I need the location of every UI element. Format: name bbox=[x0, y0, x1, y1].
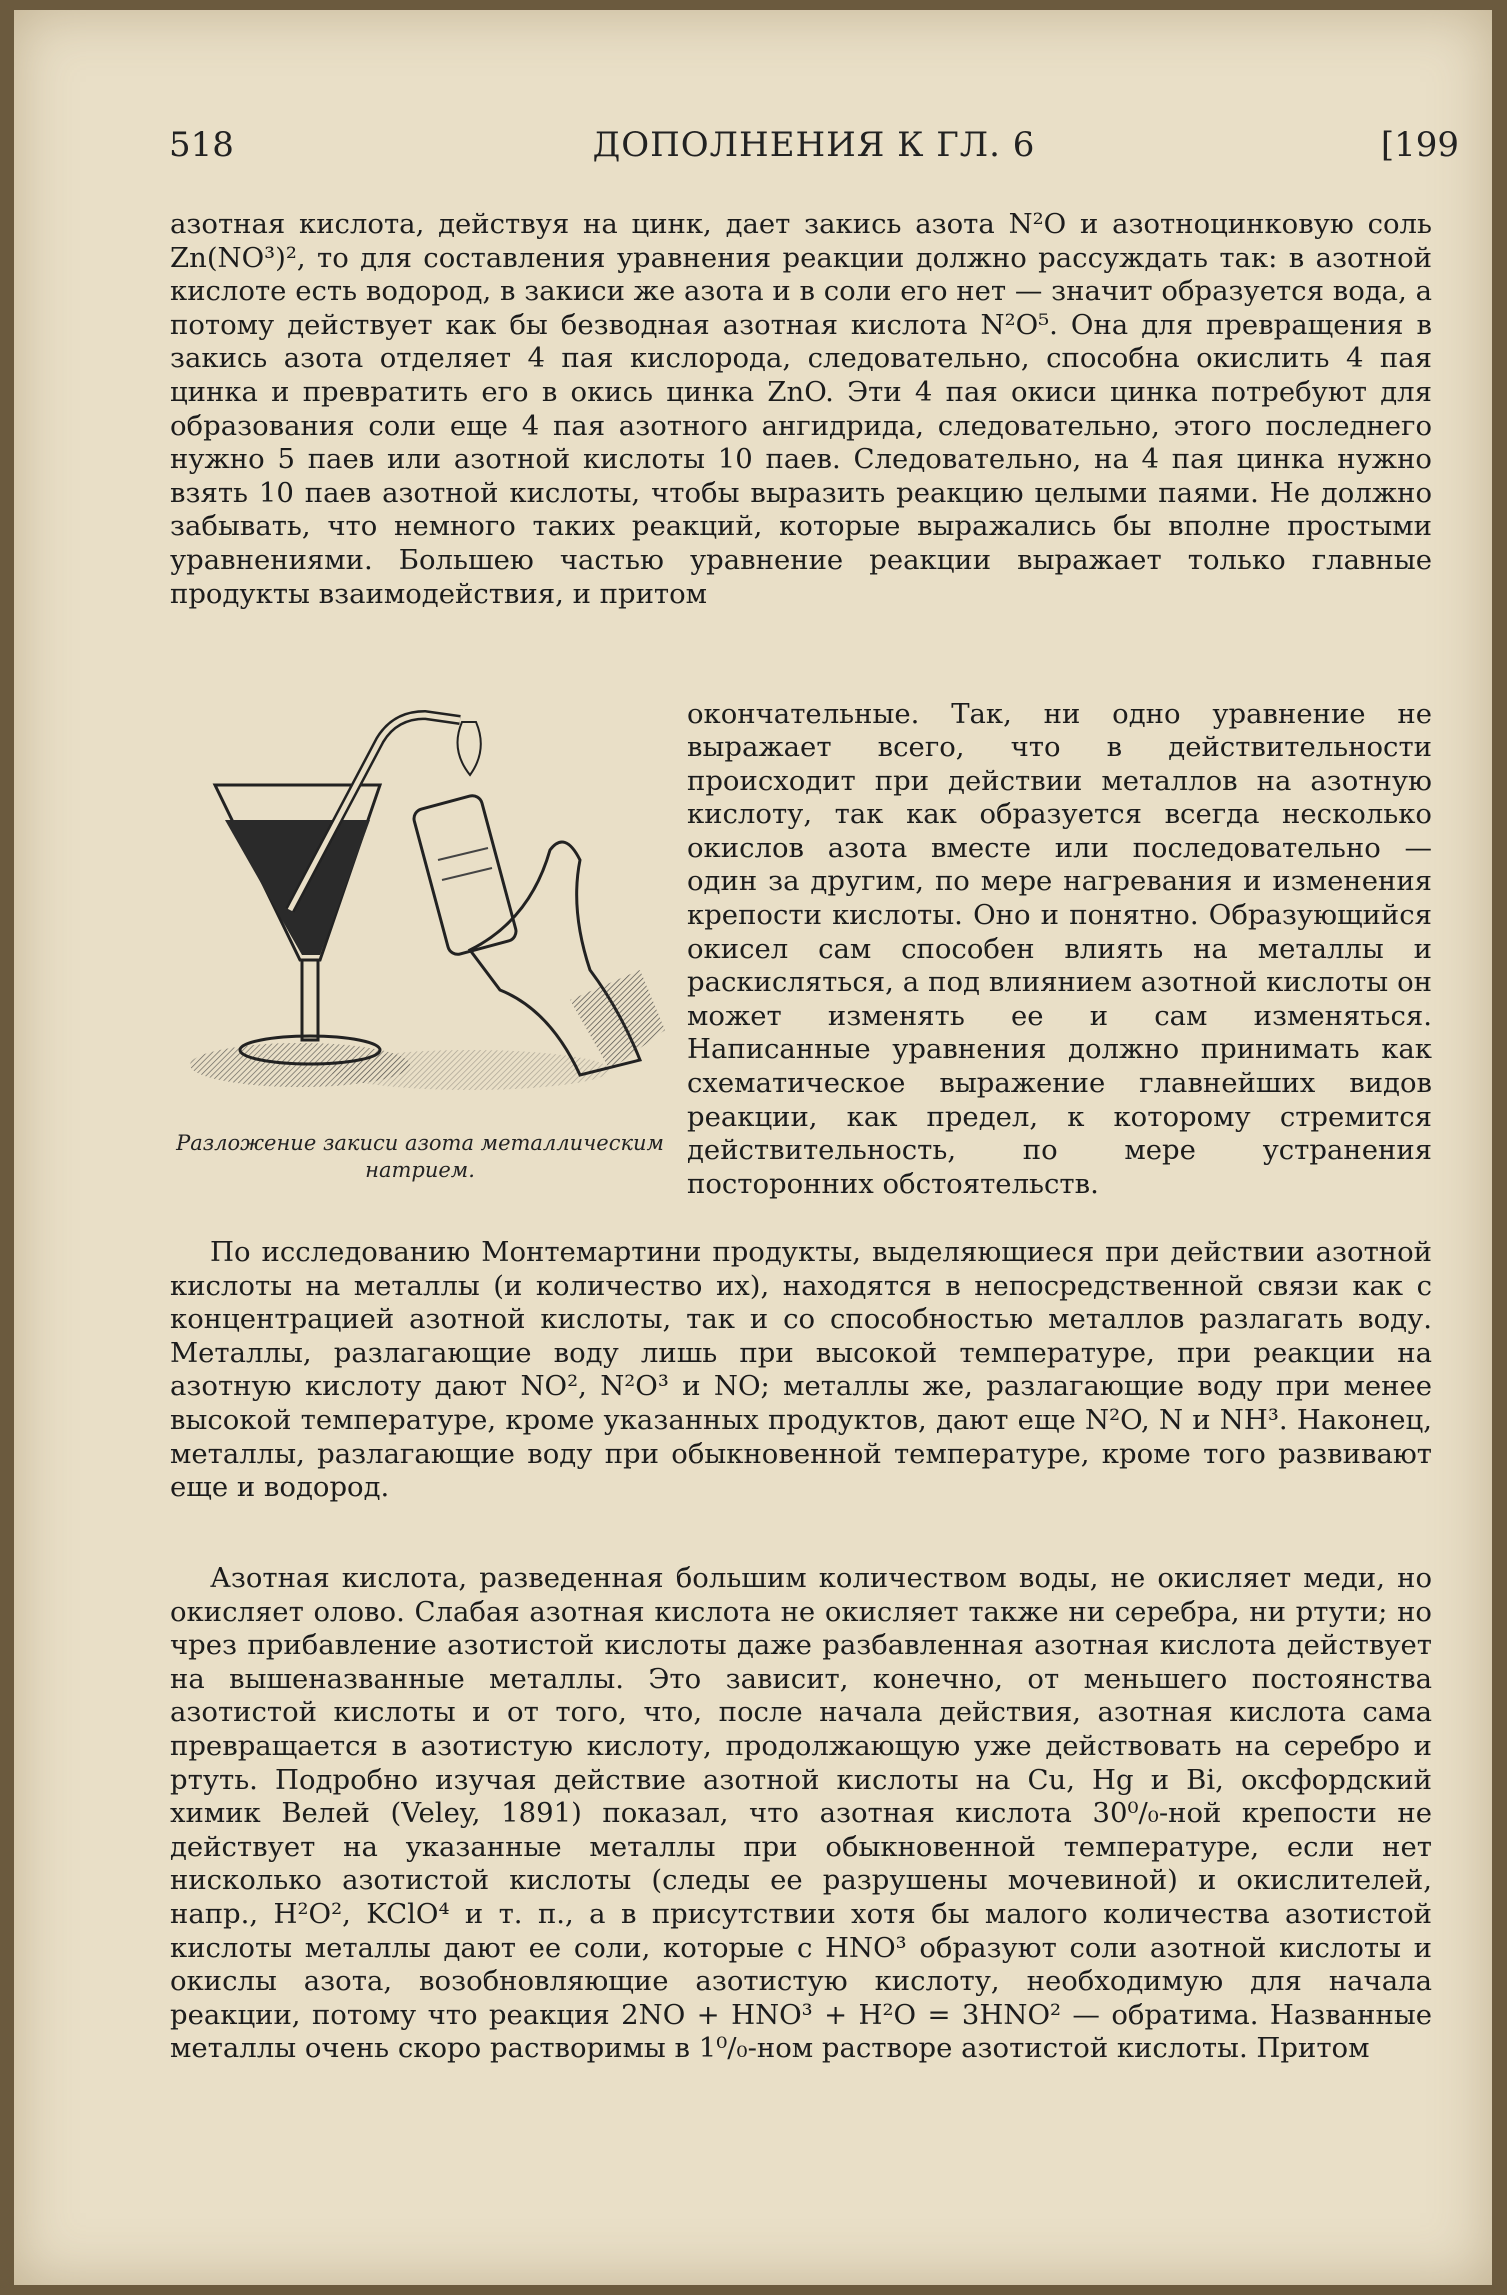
figure-caption: Разложение закиси азота металлическим натрием. bbox=[176, 1131, 664, 1182]
paragraph-2-text: окончательные. Так, ни одно уравнение не выражает всего, что в действительности происходит при действии металлов на азотную кислоту, так как образуется всегда несколько окислов азота вместе или последовательно — один за другим, по мере нагревания и изменения крепости кислоты. Оно и понятно. Образующийся окисел сам способен влиять на металлы и раскисляться, а под влиянием азотной кислоты он может изменять ее и сам изменяться. Написанные уравнения должно принимать как схематическое выражение главнейших видов реакции, как предел, к которому стремится действительность, по мере устранения посторонних обстоятельств. bbox=[687, 697, 1432, 1200]
figure-illustration bbox=[170, 670, 670, 1120]
page-header bbox=[169, 125, 1459, 185]
paragraph-3-text: По исследованию Монтемартини продукты, выделяющиеся при действии азотной кислоты на металлы (и количество их), находятся в непосредственной связи как с концентрацией азотной кислоты, так и со способностью металлов разлагать воду. Металлы, разлагающие воду лишь при высокой температуре, при реакции на азотную кислоту дают NO², N²O³ и NO; металлы же, разлагающие воду при менее высокой температуре, кроме указанных продуктов, дают еще N²O, N и NH³. Наконец, металлы, разлагающие воду при обыкновенной температуре, кроме того развивают еще и водород. bbox=[170, 1236, 1432, 1504]
paragraph-3 bbox=[170, 1236, 1432, 1505]
section-reference: [199 bbox=[1380, 125, 1459, 165]
paragraph-2 bbox=[687, 670, 1432, 1229]
paragraph-1-text: азотная кислота, действуя на цинк, дает закись азота N²O и азотноцинковую соль Zn(NO³)², то для составления уравнения реакции должно рассуждать так: в азотной кислоте есть водород, в закиси же азота и в соли его нет — значит образуется вода, а потому действует как бы безводная азотная кислота N²O⁵. Она для превращения в закись азота отделяет 4 пая кислорода, следовательно, способна окислить 4 пая цинка и превратить его в окись цинка ZnO. Эти 4 пая окиси цинка потребуют для образования соли еще 4 пая азотного ангидрида, следовательно, этого последнего нужно 5 паев или азотной кислоты 10 паев. Следовательно, на 4 пая цинка нужно взять 10 паев азотной кислоты, чтобы выразить реакцию целыми паями. Не должно забывать, что немного таких реакций, которые выражались бы вполне простыми уравнениями. Большею частью уравнение реакции выражает только главные продукты взаимодействия, и притом bbox=[170, 208, 1432, 610]
running-title: ДОПОЛНЕНИЯ К ГЛ. 6 bbox=[592, 125, 1036, 165]
page-number: 518 bbox=[169, 125, 234, 165]
paragraph-4-text: Азотная кислота, разведенная большим количеством воды, не окисляет меди, но окисляет олово. Слабая азотная кислота не окисляет также ни серебра, ни ртути; но чрез прибавление азотистой кислоты даже разбавленная азотная кислота действует на вышеназванные металлы. Это зависит, конечно, от меньшего постоянства азотистой кислоты и от того, что, после начала действия, азотная кислота сама превращается в азотистую кислоту, продолжающую уже действовать на серебро и ртуть. Подробно изучая действие азотной кислоты на Cu, Hg и Bi, оксфордский химик Велей (Veley, 1891) показал, что азотная кислота 30⁰/₀-ной крепости не действует на указанные металлы при обыкновенной температуре, если нет нисколько азотистой кислоты (следы ее разрушены мочевиной) и окислителей, напр., H²O², KClO⁴ и т. п., а в присутствии хотя бы малого количества азотистой кислоты металлы дают ее соли, которые с HNO³ образуют соли азотной кислоты и окислы азота, возобновляющие азотистую кислоту, необходимую для начала реакции, потому что реакция 2NO + HNO³ + H²O = 3HNO² — обратима. Названные металлы очень скоро растворимы в 1⁰/₀-ном растворе азотистой кислоты. Притом bbox=[170, 1562, 1432, 2065]
paragraph-1 bbox=[170, 208, 1432, 611]
paragraph-4 bbox=[170, 1562, 1432, 2066]
figure bbox=[170, 670, 670, 1210]
